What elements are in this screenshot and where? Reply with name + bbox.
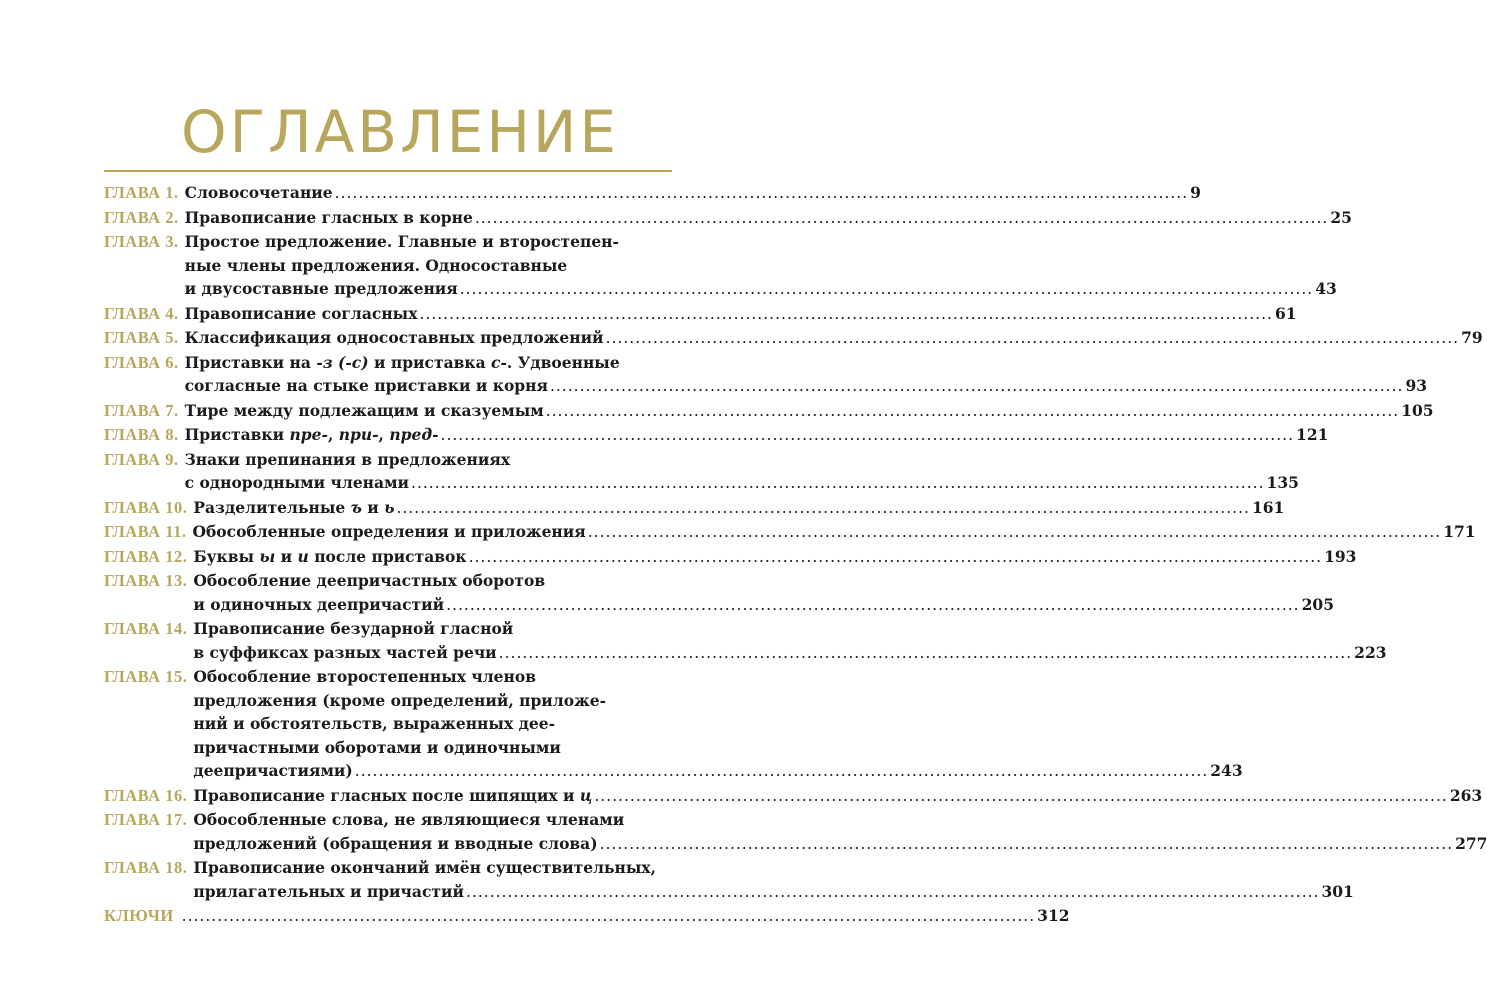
toc-entry[interactable]	[104, 326, 1483, 351]
chapter-title-last-line	[193, 759, 1242, 784]
entry-text-part: пре-	[289, 425, 328, 444]
chapter-title-line: в суффиксах разных частей речи	[193, 642, 497, 662]
page-number: 135	[1266, 473, 1299, 492]
page-number: 161	[1251, 497, 1285, 517]
entry-text-part: Приставки	[184, 425, 290, 444]
dot-leader	[475, 207, 1329, 231]
chapter-label: ГЛАВА 3.	[104, 232, 179, 251]
chapter-label: ГЛАВА 9.	[104, 449, 179, 469]
entry-text-part: Разделительные	[193, 497, 351, 517]
chapter-label: ГЛАВА 10.	[104, 497, 188, 517]
chapter-label: ГЛАВА 1.	[104, 183, 179, 202]
chapter-title-last-line	[185, 399, 1434, 424]
chapter-title	[193, 569, 1334, 617]
entry-text-part: -з (-с)	[316, 352, 369, 372]
dot-leader	[441, 424, 1295, 448]
entry-text-part: Буквы	[193, 546, 260, 566]
entry-text-part: ц	[579, 785, 593, 805]
entry-text-part: ,	[378, 425, 390, 444]
dot-leader	[588, 521, 1442, 545]
chapter-title-last-line	[185, 374, 1427, 399]
chapter-title	[193, 617, 1386, 665]
page-number: 243	[1210, 761, 1243, 780]
chapter-title	[185, 302, 1297, 327]
chapter-title	[185, 206, 1352, 231]
chapter-title-line: ний и обстоятельств, выраженных дее-	[193, 714, 556, 733]
entry-text-part: и	[275, 546, 298, 566]
page-title: ОГЛАВЛЕНИЕ	[180, 98, 619, 166]
entry-text-part: ы	[259, 546, 276, 566]
chapter-title-line: Правописание окончаний имён существительных,	[193, 858, 657, 877]
entry-text-part: Приставки на	[184, 352, 317, 372]
dot-leader	[546, 400, 1400, 424]
chapter-title-line: Правописание безударной гласной	[193, 619, 514, 638]
chapter-title	[185, 326, 1483, 351]
page-number: 171	[1443, 522, 1476, 541]
chapter-label: ГЛАВА 12.	[104, 546, 188, 566]
toc-entry[interactable]	[104, 665, 1243, 784]
page-number: 121	[1296, 425, 1329, 444]
chapter-label: ГЛАВА 5.	[104, 328, 179, 347]
chapter-title-line: Знаки препинания в предложениях	[184, 449, 511, 469]
dot-leader	[600, 833, 1454, 857]
chapter-title-line: предложения (кроме определений, приложе-	[193, 690, 607, 710]
chapter-title-line	[193, 784, 592, 808]
toc-entry[interactable]	[104, 856, 1354, 904]
chapter-title-line	[185, 351, 1427, 375]
chapter-title-last-line	[185, 326, 1483, 351]
chapter-title-line: Обособленные определения и приложения	[192, 522, 586, 541]
dot-leader	[396, 497, 1250, 521]
dot-leader	[606, 327, 1460, 351]
toc-entry[interactable]	[104, 784, 1483, 809]
entry-text-part: пред-	[389, 425, 439, 444]
chapter-label: ГЛАВА 8.	[104, 425, 179, 444]
chapter-title-line	[193, 496, 394, 520]
page-number: 43	[1315, 279, 1337, 298]
chapter-title-line: Обособление деепричастных оборотов	[193, 571, 546, 590]
chapter-title	[193, 856, 1353, 904]
chapter-title-last-line	[193, 832, 1487, 857]
chapter-title-last-line	[192, 520, 1475, 545]
chapter-title	[185, 423, 1329, 448]
entry-text-part: с-	[491, 352, 507, 372]
chapter-title-last-line	[185, 206, 1352, 231]
toc-entry[interactable]	[104, 904, 1070, 929]
entry-text-part: . Удвоенные	[506, 352, 620, 372]
chapter-label: ГЛАВА 7.	[104, 400, 179, 420]
page-number: 25	[1330, 207, 1352, 227]
dot-leader	[446, 594, 1300, 618]
page-number: 9	[1190, 183, 1201, 202]
entry-text-part: Правописание гласных после шипящих и	[193, 785, 580, 805]
chapter-title-last-line	[185, 423, 1329, 448]
dot-leader	[550, 375, 1404, 399]
chapter-title-line: ные члены предложения. Односоставные	[184, 255, 568, 275]
chapter-title-line: Обособление второстепенных членов	[193, 667, 536, 686]
chapter-title-last-line	[193, 641, 1386, 666]
chapter-title-last-line	[193, 545, 1356, 570]
chapter-label: ГЛАВА 16.	[104, 785, 188, 805]
chapter-title	[193, 545, 1356, 570]
page-number: 193	[1324, 546, 1357, 566]
toc-entry[interactable]	[104, 448, 1299, 496]
entry-text-part: и	[297, 546, 309, 566]
entry-text-part: ь	[384, 497, 395, 517]
page-number: 93	[1405, 376, 1428, 395]
chapter-title-line: прилагательных и причастий	[193, 881, 464, 901]
chapter-label: ГЛАВА 4.	[104, 303, 179, 323]
chapter-title	[185, 181, 1201, 206]
chapter-title	[193, 496, 1284, 521]
chapter-label: ГЛАВА 15.	[104, 667, 188, 686]
chapter-label: ГЛАВА 2.	[104, 207, 179, 227]
page-number: 277	[1455, 833, 1487, 853]
chapter-title	[193, 784, 1482, 809]
chapter-title-line: с однородными членами	[184, 473, 410, 492]
chapter-title-last-line	[185, 277, 1337, 302]
chapter-title-last-line	[180, 904, 1070, 929]
chapter-title-line: Тире между подлежащим и сказуемым	[184, 400, 544, 420]
toc-entry[interactable]	[104, 617, 1387, 665]
chapter-title-line: Словосочетание	[184, 183, 333, 202]
page-number: 312	[1037, 906, 1070, 925]
dot-leader	[355, 760, 1209, 784]
page-number: 79	[1461, 328, 1483, 347]
chapter-label: ГЛАВА 17.	[104, 810, 188, 829]
entry-text-part: после приставок	[308, 546, 467, 566]
chapter-title	[185, 399, 1434, 424]
page-number: 301	[1321, 881, 1354, 901]
page-number: 263	[1449, 785, 1483, 805]
toc-entry[interactable]	[104, 399, 1434, 424]
chapter-label: ГЛАВА 11.	[104, 522, 187, 541]
chapter-title-last-line	[193, 880, 1353, 905]
chapter-title-line: Правописание гласных в корне	[184, 207, 473, 227]
chapter-title-line: Правописание согласных	[184, 303, 418, 323]
dot-leader	[182, 905, 1036, 929]
entry-text-part: ъ	[350, 497, 362, 517]
chapter-label: ГЛАВА 18.	[104, 858, 188, 877]
toc-entry[interactable]	[104, 569, 1334, 617]
dot-leader	[411, 472, 1265, 496]
chapter-title-last-line	[193, 784, 1482, 809]
page-number: 61	[1274, 303, 1297, 323]
dot-leader	[466, 881, 1320, 905]
chapter-title	[180, 904, 1070, 929]
chapter-title	[192, 520, 1475, 545]
chapter-title-line: Обособленные слова, не являющиеся членами	[193, 810, 625, 829]
chapter-label: ГЛАВА 6.	[104, 352, 179, 372]
chapter-title	[185, 448, 1299, 496]
toc-entry[interactable]	[104, 423, 1329, 448]
chapter-label: КЛЮЧИ	[104, 906, 174, 925]
page-number: 105	[1401, 400, 1434, 420]
toc-entry[interactable]	[104, 206, 1352, 231]
chapter-title	[185, 230, 1337, 302]
chapter-label: ГЛАВА 14.	[104, 619, 188, 638]
entry-text-part: и приставка	[368, 352, 492, 372]
toc-entry[interactable]	[104, 520, 1476, 545]
toc-entry[interactable]	[104, 808, 1487, 856]
chapter-title-last-line	[185, 181, 1201, 206]
chapter-title-line: и одиночных деепричастий	[193, 594, 445, 614]
dot-leader	[460, 278, 1314, 302]
dot-leader	[499, 642, 1353, 666]
toc-entry[interactable]	[104, 496, 1285, 521]
entry-text-part: при-	[338, 425, 379, 444]
chapter-label: ГЛАВА 13.	[104, 571, 188, 590]
dot-leader	[335, 182, 1189, 206]
entry-text-part: ,	[327, 425, 339, 444]
title-divider	[104, 170, 672, 172]
toc-entry[interactable]	[104, 181, 1201, 206]
chapter-title-last-line	[193, 593, 1334, 618]
chapter-title-line: причастными оборотами и одиночными	[193, 737, 561, 757]
page-number: 223	[1354, 642, 1387, 662]
chapter-title-last-line	[185, 302, 1297, 327]
dot-leader	[469, 546, 1323, 570]
dot-leader	[594, 785, 1448, 809]
table-of-contents	[104, 181, 1487, 929]
chapter-title-line: согласные на стыке приставки и корня	[184, 376, 548, 395]
chapter-title-last-line	[193, 496, 1284, 521]
toc-entry[interactable]	[104, 230, 1337, 302]
chapter-title-line	[185, 423, 439, 447]
toc-entry[interactable]	[104, 545, 1357, 570]
chapter-title	[193, 808, 1487, 856]
toc-entry[interactable]	[104, 302, 1297, 327]
chapter-title	[193, 665, 1242, 784]
toc-entry[interactable]	[104, 351, 1428, 399]
chapter-title-line: Классификация односоставных предложений	[184, 328, 604, 347]
chapter-title-line: Простое предложение. Главные и второстепен-	[184, 232, 619, 251]
chapter-title-last-line	[185, 471, 1299, 496]
chapter-title-line: деепричастиями)	[193, 761, 353, 780]
dot-leader	[419, 303, 1273, 327]
chapter-title-line: предложений (обращения и вводные слова)	[193, 833, 598, 853]
chapter-title-line: и двусоставные предложения	[184, 279, 458, 298]
chapter-title	[185, 351, 1427, 399]
page-number: 205	[1301, 594, 1334, 614]
entry-text-part: и	[361, 497, 385, 517]
chapter-title-line	[193, 545, 466, 569]
